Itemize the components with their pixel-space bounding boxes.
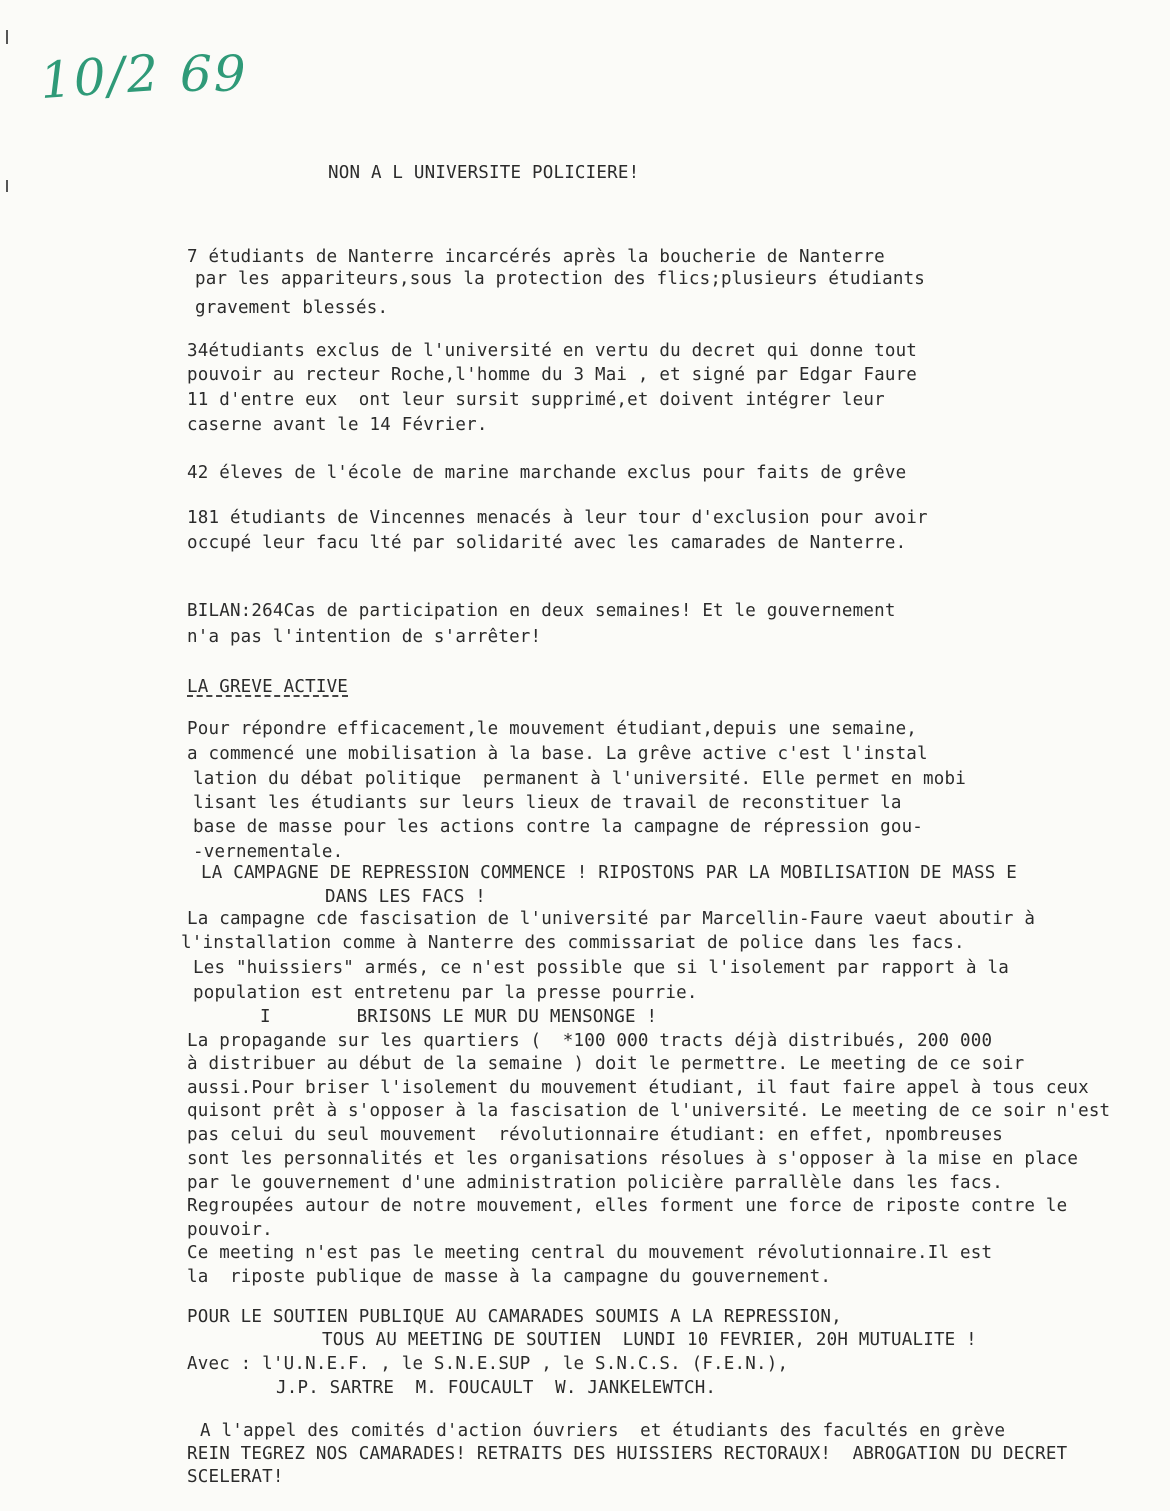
text-line: BILAN:264Cas de participation en deux semaines! Et le gouvernement	[187, 601, 896, 621]
text-line: n'a pas l'intention de s'arrêter!	[187, 627, 542, 647]
text-line: Pour répondre efficacement,le mouvement étudiant,depuis une semaine,	[187, 719, 918, 739]
text-line: -vernementale.	[193, 842, 344, 862]
text-line: base de masse pour les actions contre la campagne de répression gou-	[193, 817, 924, 837]
handwritten-date: 10/2	[38, 43, 163, 111]
text-line: quisont prêt à s'opposer à la fascisation de l'université. Le meeting de ce soir n'est	[187, 1101, 1111, 1121]
text-line: 42 éleves de l'école de marine marchande exclus pour faits de grêve	[187, 463, 907, 483]
text-line: 181 étudiants de Vincennes menacés à leur tour d'exclusion pour avoir	[187, 508, 928, 528]
slogan-line: DANS LES FACS !	[325, 887, 487, 907]
text-line: par le gouvernement d'une administration policière parrallèle dans les facs.	[187, 1173, 1003, 1193]
margin-mark	[6, 30, 8, 44]
text-line: occupé leur facu lté par solidarité avec les camarades de Nanterre.	[187, 533, 907, 553]
text-line: Ce meeting n'est pas le meeting central du mouvement révolutionnaire.Il est	[187, 1243, 993, 1263]
text-line: REIN TEGREZ NOS CAMARADES! RETRAITS DES HUISSIERS RECTORAUX! ABROGATION DU DECRET	[187, 1444, 1068, 1464]
text-line: Les "huissiers" armés, ce n'est possible que si l'isolement par rapport à la	[193, 958, 1009, 978]
text-line: pouvoir au recteur Roche,l'homme du 3 Mai , et signé par Edgar Faure	[187, 365, 918, 385]
slogan-line: I BRISONS LE MUR DU MENSONGE !	[260, 1007, 658, 1027]
text-line: 34étudiants exclus de l'université en vertu du decret qui donne tout	[187, 341, 918, 361]
text-line: lation du débat politique permanent à l'université. Elle permet en mobi	[193, 769, 966, 789]
text-line: sont les personnalités et les organisations résolues à s'opposer à la mise en place	[187, 1149, 1079, 1169]
text-line: pouvoir.	[187, 1220, 273, 1240]
text-line: à distribuer au début de la semaine ) doit le permettre. Le meeting de ce soir	[187, 1054, 1025, 1074]
document-title: NON A L UNIVERSITE POLICIERE!	[328, 163, 640, 183]
text-line: Regroupées autour de notre mouvement, elles forment une force de riposte contre le	[187, 1196, 1068, 1216]
text-line: aussi.Pour briser l'isolement du mouvement étudiant, il faut faire appel à tous ceux	[187, 1078, 1089, 1098]
slogan-line: LA CAMPAGNE DE REPRESSION COMMENCE ! RIPOSTONS PAR LA MOBILISATION DE MASS E	[201, 863, 1017, 883]
handwritten-code: 69	[180, 45, 248, 103]
text-line: POUR LE SOUTIEN PUBLIQUE AU CAMARADES SOUMIS A LA REPRESSION,	[187, 1307, 842, 1327]
text-line: lisant les étudiants sur leurs lieux de travail de reconstituer la	[193, 793, 902, 813]
text-line: population est entretenu par la presse pourrie.	[193, 983, 698, 1003]
text-line: a commencé une mobilisation à la base. La grêve active c'est l'instal	[187, 744, 928, 764]
text-line: 7 étudiants de Nanterre incarcérés après la boucherie de Nanterre	[187, 247, 885, 267]
text-line: caserne avant le 14 Février.	[187, 415, 488, 435]
text-line: 11 d'entre eux ont leur sursit supprimé,et doivent intégrer leur	[187, 390, 885, 410]
text-line: l'installation comme à Nanterre des commissariat de police dans les facs.	[181, 933, 965, 953]
text-line: A l'appel des comités d'action óuvriers et étudiants des facultés en grève	[200, 1421, 1006, 1441]
section-heading: LA GREVE ACTIVE	[187, 677, 349, 697]
text-line: J.P. SARTRE M. FOUCAULT W. JANKELEWTCH.	[276, 1378, 717, 1398]
text-line: gravement blessés.	[195, 298, 389, 318]
text-line: SCELERAT!	[187, 1467, 284, 1487]
text-line: la riposte publique de masse à la campagne du gouvernement.	[187, 1267, 832, 1287]
text-line: TOUS AU MEETING DE SOUTIEN LUNDI 10 FEVRIER, 20H MUTUALITE !	[322, 1330, 977, 1350]
margin-mark	[6, 180, 8, 192]
text-line: Avec : l'U.N.E.F. , le S.N.E.SUP , le S.N.C.S. (F.E.N.),	[187, 1354, 789, 1374]
text-line: pas celui du seul mouvement révolutionnaire étudiant: en effet, npombreuses	[187, 1125, 1003, 1145]
text-line: par les appariteurs,sous la protection des flics;plusieurs étudiants	[195, 269, 926, 289]
text-line: La propagande sur les quartiers ( *100 000 tracts déjà distribués, 200 000	[187, 1031, 993, 1051]
text-line: La campagne cde fascisation de l'université par Marcellin-Faure vaeut aboutir à	[187, 909, 1036, 929]
